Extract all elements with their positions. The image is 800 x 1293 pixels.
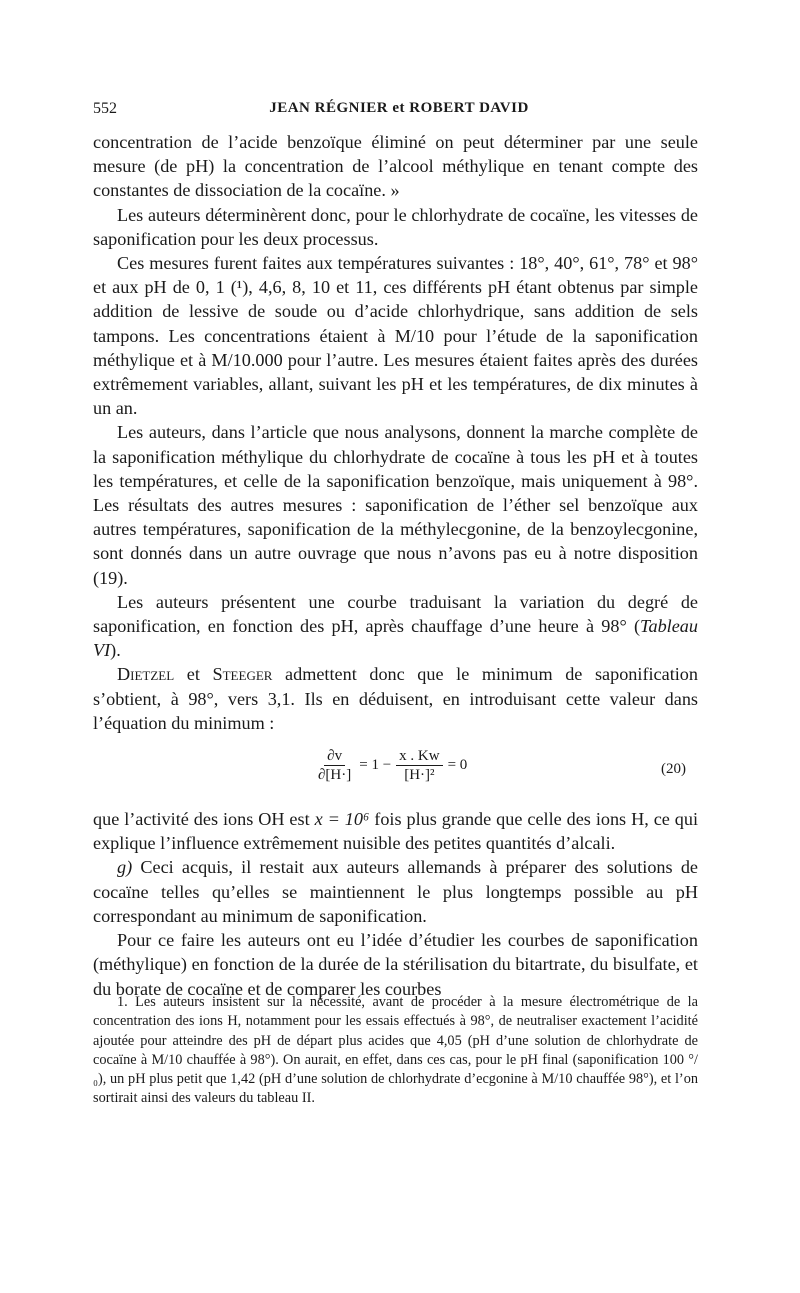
equation-20 (93, 741, 698, 799)
paragraph-4: Les auteurs, dans l’article que nous analysons, donnent la marche complète de la saponification méthylique du chlorhydrate de cocaïne à tous les pH et à toutes les températures, et celle de la saponification benzoïque, mais uniquement à 98°. Les résultats des autres mesures : saponification de l’éther sel benzoïque aux autres températures, saponification de la méthylecgonine, de la benzoylecgonine, sont donnés dans un autre ouvrage que nous n’avons pas eu à notre disposition (19). (93, 422, 698, 588)
footnote-1: 1. Les auteurs insistent sur la nécessité, avant de procéder à la mesure électrométrique de la concentration des ions H, notamment pour les essais effectués à 98°, de neutraliser exactement l’acidité ajoutée pour atteindre des pH de départ plus acides que 4,05 (pH d’une solution de chlorhydrate de cocaïne à M/10 chauffée à 98°). On aurait, en effet, dans ces cas, pour le pH final (saponification 100 °/₀), un pH plus petit que 1,42 (pH d’une solution de chlorhydrate d’ecgonine à M/10 chauffée 98°), et l’on sortirait ainsi des valeurs du tableau II. (93, 994, 698, 1107)
rhs-denominator: [H·]² (404, 767, 435, 784)
paragraph-6-and: et (174, 664, 213, 685)
equation-body (315, 747, 467, 784)
section-label-g: g) (117, 857, 133, 878)
inline-math: x = 10⁶ (314, 809, 370, 830)
body-text (93, 130, 698, 1001)
paragraph-7-text-a: que l’activité des ions OH est (93, 809, 315, 830)
author-name-steeger: Steeger (212, 664, 273, 685)
paragraph-7 (93, 807, 698, 855)
paragraph-6-text: admettent donc que le minimum de saponification s’obtient, à 98°, vers 3,1. Ils en déduisent, en introduisant cette valeur dans l’équation du minimum : (93, 664, 698, 733)
lhs-numerator: ∂v (324, 747, 345, 766)
lhs-fraction (315, 747, 354, 784)
paragraph-6 (93, 662, 698, 735)
equals-one-minus: = 1 − (359, 757, 392, 774)
paragraph-8 (93, 855, 698, 928)
equation-number: (20) (661, 761, 686, 778)
paragraph-9: Pour ce faire les auteurs ont eu l’idée d’étudier les courbes de saponification (méthylique) en fonction de la durée de la stérilisation du bitartrate, du bisulfate, et du borate de cocaïne et de comparer les courbes (93, 930, 698, 999)
paragraph-5 (93, 590, 698, 663)
equals-zero: = 0 (447, 757, 468, 774)
lhs-denominator: ∂[H·] (318, 767, 352, 784)
paragraph-1: concentration de l’acide benzoïque éliminé on peut déterminer par une seule mesure (de pH) la concentration de l’alcool méthylique en tenant compte des constantes de dissociation de la cocaïne. » (93, 132, 698, 201)
paragraph-7-text-b: fois plus grande que celle des ions H, ce qui explique l’influence extrêmement nuisible des petites quantités d’alcali. (93, 809, 699, 854)
paragraph-5-text-a: Les auteurs présentent une courbe traduisant la variation du degré de saponification, en fonction des pH, après chauffage d’une heure à 98° ( (93, 591, 698, 637)
footnote (93, 993, 698, 1109)
rhs-fraction (396, 747, 442, 784)
page-header (93, 100, 705, 122)
paragraph-3: Ces mesures furent faites aux températures suivantes : 18°, 40°, 61°, 78° et 98° et aux pH de 0, 1 (¹), 4,6, 8, 10 et 11, ces différents pH étant obtenus par simple addition de lessive de soude ou d’acide chlorhydrique, sans addition de sels tampons. Les concentrations étaient à M/10 pour l’étude de la saponification méthylique et à M/10.000 pour l’autre. Les mesures étaient faites après des durées extrêmement variables, allant, suivant les pH et les températures, de dix minutes à un an. (93, 253, 698, 419)
running-title: JEAN RÉGNIER et ROBERT DAVID (269, 100, 529, 116)
paragraph-5-text-b: ). (110, 640, 121, 661)
tableau-reference: Tableau VI (93, 616, 698, 661)
page-number: 552 (93, 100, 117, 117)
paragraph-8-text: Ceci acquis, il restait aux auteurs allemands à préparer des solutions de cocaïne telles qu’elles se maintiennent le plus longtemps possible au pH correspondant au minimum de saponification. (93, 857, 698, 926)
author-name-dietzel: Dietzel (117, 664, 175, 685)
paragraph-2: Les auteurs déterminèrent donc, pour le chlorhydrate de cocaïne, les vitesses de saponification pour les deux processus. (93, 204, 698, 249)
rhs-numerator: x . Kw (396, 747, 442, 766)
